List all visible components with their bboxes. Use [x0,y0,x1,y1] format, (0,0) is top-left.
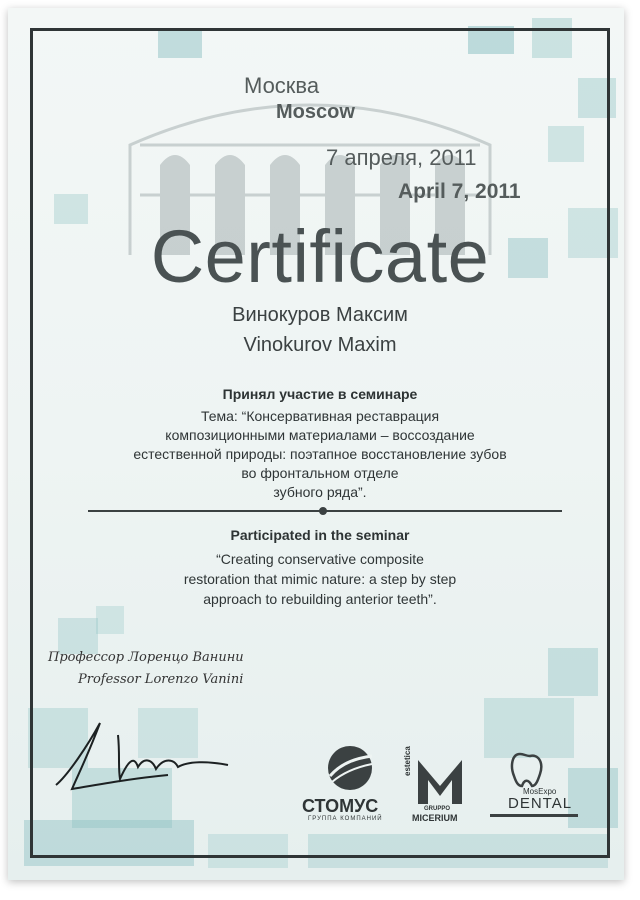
topic-line-en: approach to rebuilding anterior teeth”. [203,591,437,607]
divider-dot [319,507,327,515]
micerium-name: MICERIUM [412,813,458,823]
stomus-logo-text: СТОМУС [302,796,379,816]
city-ru: Москва [244,73,320,98]
topic-line-ru: зубного ряда”. [273,484,367,500]
signatory-en: Professor Lorenzo Vanini [78,672,244,687]
topic-line-ru: естественной природы: поэтапное восстановление зубов [133,446,507,462]
handwritten-signature [48,705,248,805]
stomus-logo-tagline: ГРУППА КОМПАНИЙ [308,816,383,822]
certificate-title: Certificate [150,215,490,298]
micerium-prefix: estetica [403,746,412,776]
recipient-name-ru: Винокуров Максим [232,304,408,326]
topic-line-en: restoration that mimic nature: a step by step [183,571,457,587]
topic-line-en: “Creating conservative composite [216,551,424,567]
topic-line-ru: композиционными материалами – воссоздание [165,427,475,443]
topic-line-ru: Тема: “Консервативная реставрация [200,408,440,424]
mosexpo-name: DENTAL [508,795,573,812]
date-ru: 7 апреля, 2011 [326,145,477,170]
section-heading-ru: Принял участие в семинаре [222,386,418,402]
mosexpo-top: MosExpo [523,787,557,796]
section-heading-en: Participated in the seminar [230,527,410,543]
signatory-ru: Профессор Лоренцо Ванини [48,650,244,665]
city-en: Moscow [276,101,355,123]
topic-line-ru: во фронтальном отделе [241,465,399,481]
date-en: April 7, 2011 [398,180,521,203]
micerium-group: GRUPPO [424,806,451,812]
recipient-name-en: Vinokurov Maxim [243,334,397,356]
